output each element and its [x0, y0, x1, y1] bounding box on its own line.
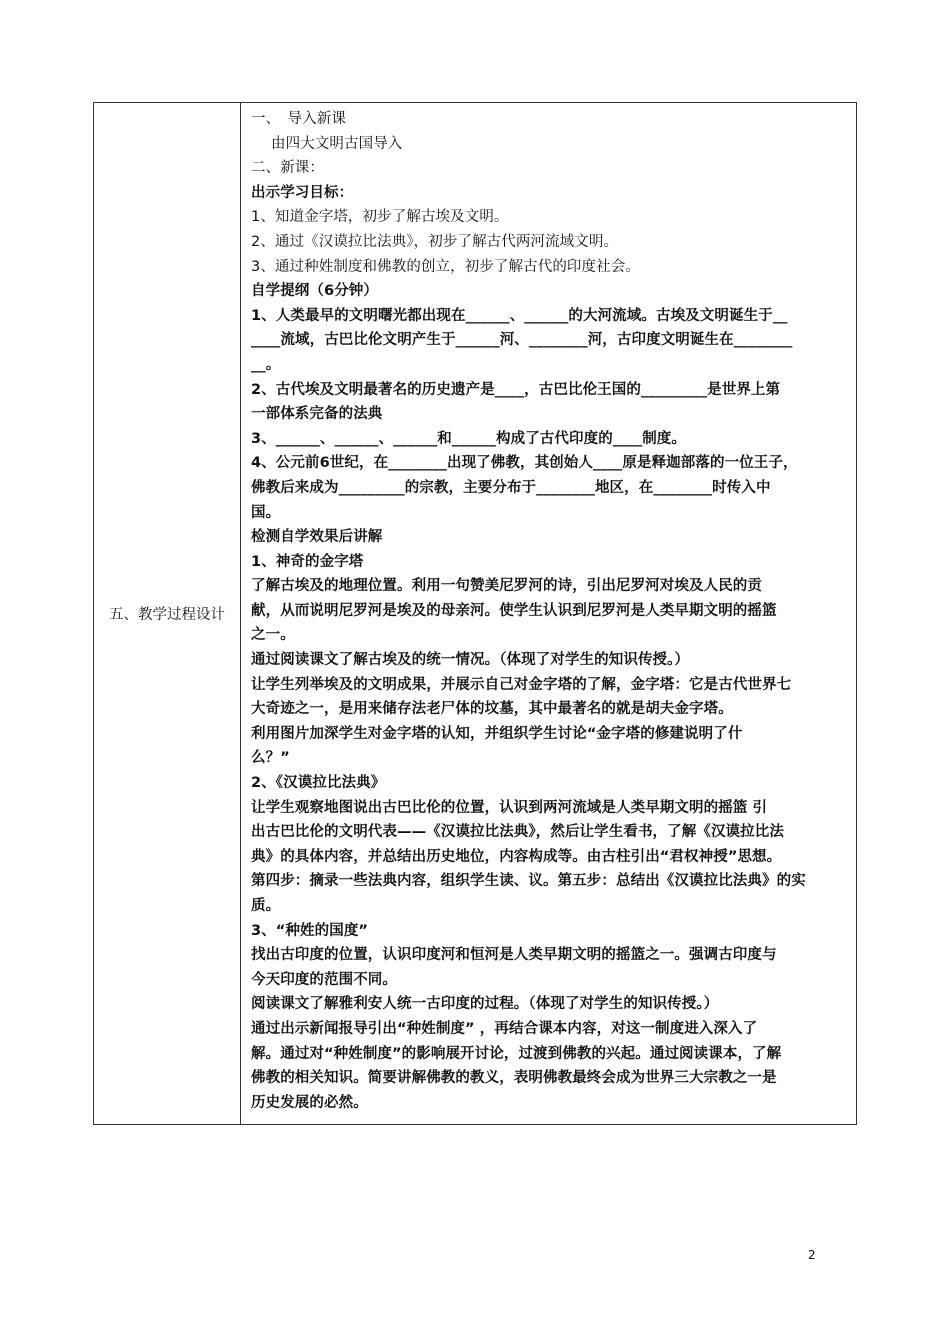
- content-line: 了解古埃及的地理位置。利用一句赞美尼罗河的诗，引出尼罗河对埃及人民的贡: [251, 578, 762, 595]
- lesson-plan-table: [93, 102, 857, 1125]
- content-line: 2、《汉谟拉比法典》: [251, 775, 386, 792]
- content-line: 献，从而说明尼罗河是埃及的母亲河。使学生认识到尼罗河是人类早期文明的摇篮: [251, 602, 777, 619]
- content-line: 阅读课文了解雅利安人统一古印度的过程。（体现了对学生的知识传授。）: [251, 996, 719, 1013]
- content-line: ____流域，古巴比伦文明产生于______河、________河，古印度文明诞生在________: [251, 332, 793, 349]
- content-line: __。: [251, 356, 281, 373]
- content-line: 一部体系完备的法典: [251, 406, 383, 423]
- content-line: 佛教后来成为_________的宗教，主要分布于________地区，在________时传入中: [251, 479, 771, 496]
- content-line: 3、“种姓的国度”: [251, 922, 369, 939]
- content-line: 4、公元前6世纪，在________出现了佛教，其创始人____原是释迦部落的一位王子，: [251, 455, 798, 472]
- content-line: 第四步：摘录一些法典内容，组织学生读、议。第五步：总结出《汉谟拉比法典》的实: [251, 873, 806, 890]
- content-line: 之一。: [251, 627, 295, 644]
- content-line: 自学提纲（6分钟）: [251, 283, 378, 300]
- content-line: 二、新课：: [251, 160, 324, 177]
- content-line: 今天印度的范围不同。: [251, 971, 397, 988]
- content-line: 通过出示新闻报导引出“种姓制度” ，再结合课本内容，对这一制度进入深入了: [251, 1020, 758, 1037]
- section-label-cell: [94, 103, 241, 1125]
- content-line: 质。: [251, 898, 281, 914]
- table-row: [94, 103, 857, 1125]
- content-line: 国。: [251, 504, 281, 521]
- content-line: 找出古印度的位置，认识印度河和恒河是人类早期文明的摇篮之一。强调古印度与: [251, 947, 777, 964]
- content-line: 检测自学效果后讲解: [251, 529, 383, 546]
- content-line: 通过阅读课文了解古埃及的统一情况。（体现了对学生的知识传授。）: [251, 652, 690, 669]
- content-line: 大奇迹之一，是用来储存法老尸体的坟墓，其中最著名的就是胡夫金字塔。: [251, 701, 733, 718]
- content-cell: [241, 103, 857, 1125]
- content-line: 1、人类最早的文明曙光都出现在______、______的大河流域。古埃及文明诞生于__: [251, 307, 788, 324]
- content-line: 让学生列举埃及的文明成果，并展示自己对金字塔的了解，金字塔：它是古代世界七: [251, 676, 792, 693]
- content-line: 佛教的相关知识。简要讲解佛教的教义，表明佛教最终会成为世界三大宗教之一是: [251, 1070, 777, 1087]
- content-line: 1、神奇的金字塔: [251, 553, 364, 570]
- page-number: 2: [808, 1248, 816, 1262]
- content-line: 出古巴比伦的文明代表——《汉谟拉比法典》，然后让学生看书，了解《汉谟拉比法: [251, 824, 784, 841]
- content-line: 利用图片加深学生对金字塔的认知，并组织学生讨论“金字塔的修建说明了什: [251, 725, 743, 742]
- content-line: 历史发展的必然。: [251, 1094, 368, 1111]
- content-line: 一、 导入新课: [251, 111, 346, 127]
- content-line: 典》的具体内容，并总结出历史地位，内容构成等。由古柱引出“君权神授”思想。: [251, 848, 782, 865]
- content-line: 3、通过种姓制度和佛教的创立，初步了解古代的印度社会。: [251, 258, 640, 275]
- content-line: 3、______、______、______和______构成了古代印度的____制度。: [251, 430, 686, 447]
- content-line: 解。通过对“种姓制度”的影响展开讨论，过渡到佛教的兴起。通过阅读课本，了解: [251, 1045, 782, 1062]
- section-label: 五、教学过程设计: [109, 607, 225, 623]
- content-line: 出示学习目标：: [251, 184, 354, 201]
- content-line: 2、通过《汉谟拉比法典》，初步了解古代两河流域文明。: [251, 233, 619, 250]
- content-line: 由四大文明古国导入: [271, 135, 403, 152]
- content-line: 2、古代埃及文明最著名的历史遗产是____，古巴比伦王国的_________是世界上第: [251, 381, 781, 398]
- content-line: 1、知道金字塔，初步了解古埃及文明。: [251, 209, 509, 226]
- content-line: 么？”: [251, 750, 290, 767]
- content-line: 让学生观察地图说出古巴比伦的位置，认识到两河流域是人类早期文明的摇篮 引: [251, 799, 768, 816]
